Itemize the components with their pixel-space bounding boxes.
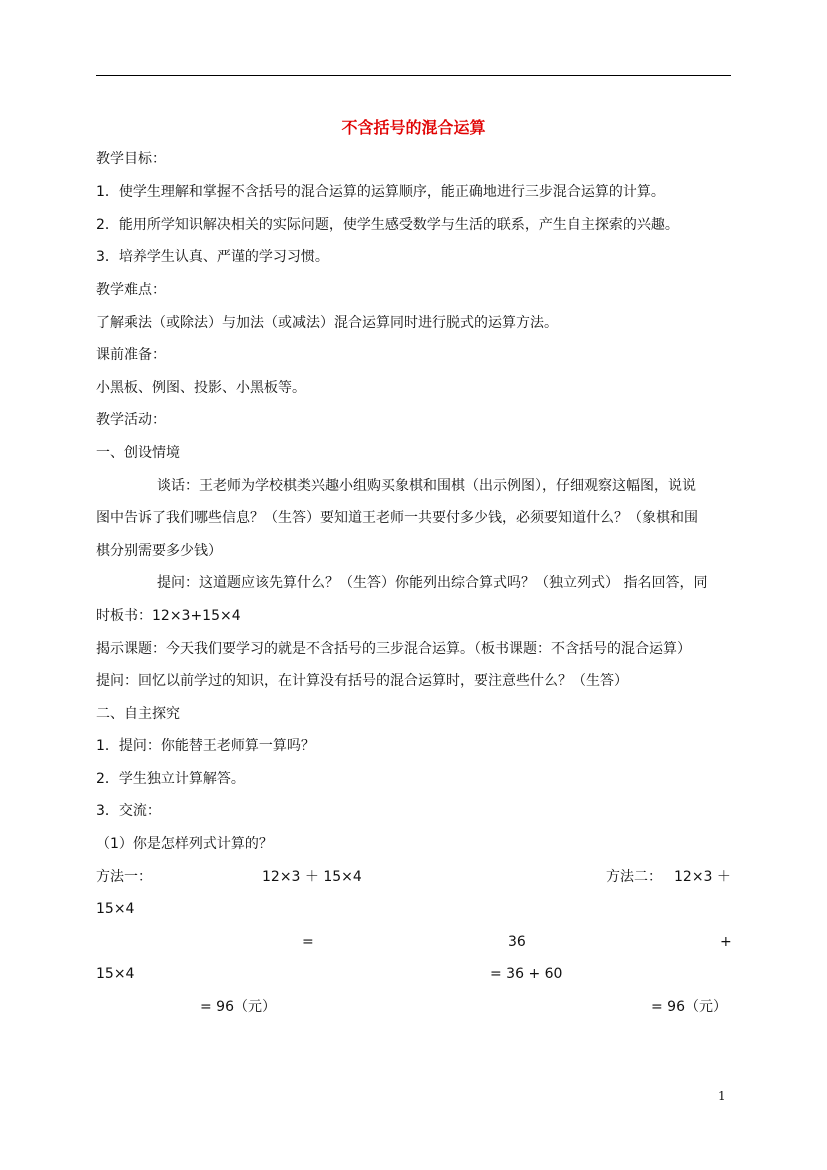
section-heading-activities: 教学活动： (96, 412, 166, 428)
paragraph: 2．能用所学知识解决相关的实际问题，使学生感受数学与生活的联系，产生自主探索的兴趣。 (96, 217, 679, 233)
page-number: 1 (718, 1089, 726, 1103)
paragraph: 揭示课题：今天我们要学习的就是不含括号的三步混合运算。（板书课题：不含括号的混合运算） (96, 641, 691, 657)
method-two-expression-wrap: 15×4 (96, 901, 135, 917)
paragraph: 了解乘法（或除法）与加法（或减法）混合运算同时进行脱式的运算方法。 (96, 315, 558, 331)
method-two-expression: 12×3 ＋ (674, 869, 731, 885)
section-heading-objectives: 教学目标： (96, 151, 166, 167)
section-heading-difficulty: 教学难点： (96, 282, 166, 298)
section-heading-part-one: 一、创设情境 (96, 445, 180, 461)
method-one-result: = 96（元） (200, 999, 276, 1015)
paragraph: 3．培养学生认真、严谨的学习习惯。 (96, 249, 329, 265)
document-title: 不含括号的混合运算 (341, 118, 486, 137)
paragraph: 时板书：12×3+15×4 (96, 608, 241, 624)
paragraph: 棋分别需要多少钱） (96, 543, 222, 559)
paragraph: 3．交流： (96, 803, 161, 819)
paragraph: 谈话：王老师为学校棋类兴趣小组购买象棋和围棋（出示例图），仔细观察这幅图，说说 (157, 478, 696, 494)
paragraph: 2．学生独立计算解答。 (96, 771, 245, 787)
paragraph: 小黑板、例图、投影、小黑板等。 (96, 380, 306, 396)
equals-sign: = (302, 934, 314, 950)
paragraph: 1．使学生理解和掌握不含括号的混合运算的运算顺序，能正确地进行三步混合运算的计算。 (96, 184, 665, 200)
method-two-result: = 96（元） (651, 999, 727, 1015)
paragraph: 提问：回忆以前学过的知识，在计算没有括号的混合运算时，要注意些什么？（生答） (96, 673, 628, 689)
step-value: 36 (508, 934, 526, 950)
method-two-label: 方法二： (606, 869, 662, 885)
step-expression-wrap: 15×4 (96, 966, 135, 982)
paragraph: 图中告诉了我们哪些信息？（生答）要知道王老师一共要付多少钱，必须要知道什么？（象棋和围 (96, 510, 698, 526)
paragraph: （1）你是怎样列式计算的？ (96, 836, 273, 852)
section-heading-preparation: 课前准备： (96, 347, 166, 363)
paragraph: 提问：这道题应该先算什么？（生答）你能列出综合算式吗？（独立列式） 指名回答，同 (157, 575, 708, 591)
paragraph: 1．提问：你能替王老师算一算吗？ (96, 738, 315, 754)
header-rule (96, 75, 731, 76)
plus-sign: + (720, 934, 732, 950)
method-one-expression: 12×3 ＋ 15×4 (262, 869, 362, 885)
section-heading-part-two: 二、自主探究 (96, 706, 180, 722)
method-one-label: 方法一： (96, 869, 152, 885)
method-one-step-two: = 36 + 60 (490, 966, 563, 982)
